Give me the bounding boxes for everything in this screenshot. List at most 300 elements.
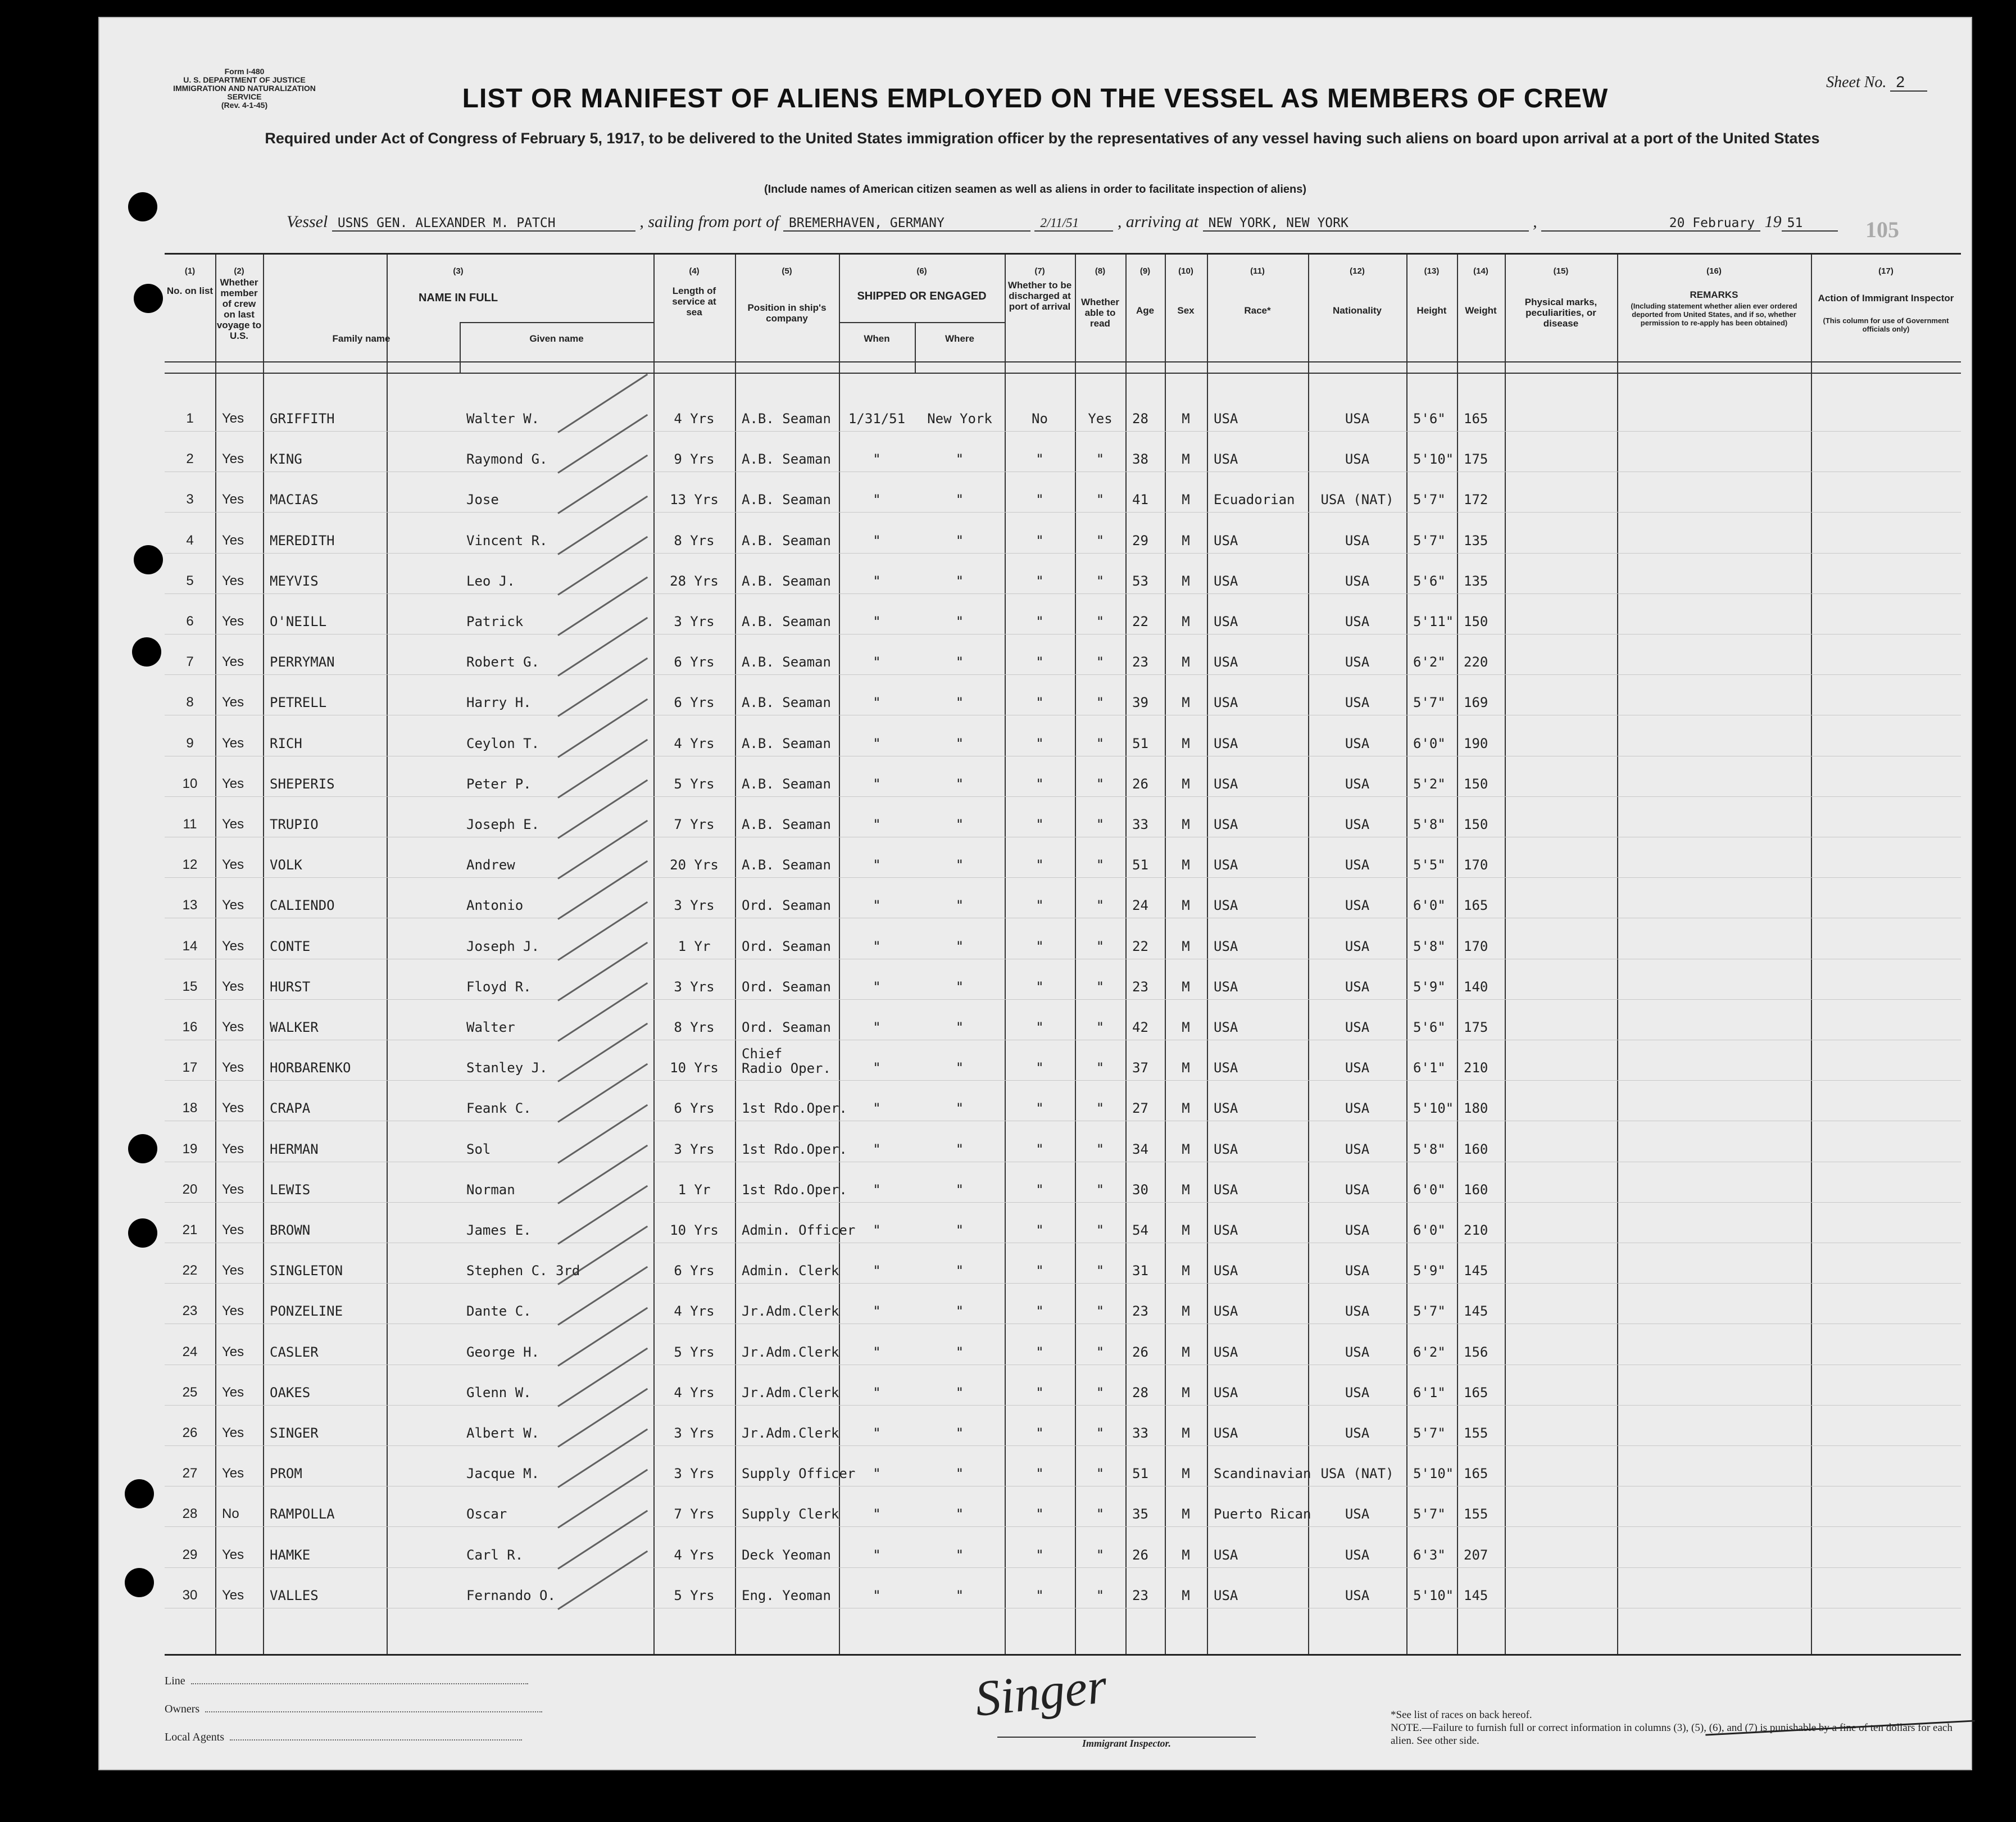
cell-service-length: 4 Yrs: [674, 1303, 715, 1320]
col6-number: (6): [916, 266, 927, 276]
table-row: [165, 934, 1961, 975]
col3-number: (3): [453, 266, 464, 276]
cell-family-name: KING: [270, 451, 302, 468]
cell-discharged: ": [1036, 1425, 1044, 1441]
col14-header: Weight: [1465, 305, 1497, 316]
cell-position: Ord. Seaman: [742, 1019, 831, 1035]
cell-given-name: Joseph J.: [466, 938, 540, 954]
cell-height: 5'7": [1413, 492, 1446, 508]
form-number: Form I-480: [224, 67, 265, 76]
table-row: [165, 1461, 1961, 1502]
cell-shipped-when: ": [873, 1303, 881, 1320]
cell-prev-voyage: Yes: [222, 695, 244, 710]
cell-age: 26: [1132, 1344, 1148, 1360]
table-row: [165, 569, 1961, 609]
agents-label: Local Agents: [165, 1731, 225, 1743]
cell-able-to-read: Yes: [1088, 411, 1113, 427]
cell-discharged: ": [1036, 735, 1044, 751]
cell-prev-voyage: Yes: [222, 938, 244, 954]
table-row: [165, 1543, 1961, 1583]
cell-service-length: 1 Yr: [678, 938, 711, 954]
cell-height: 5'11": [1413, 614, 1454, 629]
cell-prev-voyage: Yes: [222, 1303, 244, 1319]
cell-family-name: SINGLETON: [270, 1263, 343, 1279]
col9-number: (9): [1139, 266, 1151, 276]
cell-prev-voyage: Yes: [222, 1100, 244, 1116]
cell-row-number: 15: [182, 978, 198, 994]
punch-hole: [128, 1218, 157, 1248]
cell-weight: 172: [1464, 492, 1488, 508]
cell-discharged: ": [1036, 695, 1044, 711]
cell-given-name: Jose: [466, 492, 499, 508]
punch-hole: [128, 1134, 157, 1163]
cell-able-to-read: ": [1096, 1060, 1105, 1076]
cell-age: 26: [1132, 1547, 1148, 1563]
cell-service-length: 1 Yr: [678, 1181, 711, 1198]
cell-age: 37: [1132, 1060, 1148, 1076]
cell-service-length: 28 Yrs: [670, 573, 719, 589]
owners-field: [165, 1703, 542, 1716]
col17-subheader: (This column for use of Government officials only): [1823, 316, 1949, 333]
cell-height: 5'10": [1413, 451, 1454, 468]
cell-weight: 165: [1464, 1384, 1488, 1401]
cell-nationality: USA: [1345, 735, 1370, 751]
cell-age: 28: [1132, 1384, 1148, 1401]
cell-row-number: 8: [186, 695, 194, 710]
table-row: [165, 893, 1961, 933]
cell-shipped-where: ": [955, 1466, 964, 1482]
cell-prev-voyage: Yes: [222, 1181, 244, 1197]
cell-prev-voyage: Yes: [222, 978, 244, 994]
cell-given-name: Peter P.: [466, 776, 532, 792]
cell-prev-voyage: Yes: [222, 1141, 244, 1157]
cell-height: 6'0": [1413, 735, 1446, 751]
cell-discharged: ": [1036, 1303, 1044, 1320]
cell-position: Admin. Officer: [742, 1222, 856, 1238]
cell-nationality: USA: [1345, 1425, 1370, 1441]
cell-height: 5'5": [1413, 857, 1446, 873]
cell-age: 51: [1132, 735, 1148, 751]
cell-given-name: Norman: [466, 1181, 515, 1198]
cell-weight: 150: [1464, 776, 1488, 792]
cell-sex: M: [1182, 1141, 1190, 1157]
cell-discharged: ": [1036, 451, 1044, 468]
cell-weight: 170: [1464, 938, 1488, 954]
cell-row-number: 17: [182, 1060, 198, 1076]
cell-prev-voyage: Yes: [222, 573, 244, 588]
cell-shipped-when: ": [873, 532, 881, 549]
cell-height: 5'6": [1413, 411, 1446, 427]
col16-header: REMARKS: [1690, 289, 1738, 300]
cell-discharged: ": [1036, 938, 1044, 954]
cell-prev-voyage: Yes: [222, 1425, 244, 1440]
cell-able-to-read: ": [1096, 978, 1105, 995]
cell-given-name: Glenn W.: [466, 1384, 532, 1401]
cell-discharged: ": [1036, 1587, 1044, 1603]
cell-given-name: Jacque M.: [466, 1466, 540, 1482]
cell-shipped-when: ": [873, 1506, 881, 1522]
include-note: (Include names of American citizen seamen as well as aliens in order to facilitate inspection of aliens): [764, 183, 1307, 196]
cell-nationality: USA: [1345, 1100, 1370, 1117]
cell-sex: M: [1182, 614, 1190, 629]
col4-number: (4): [689, 266, 700, 276]
cell-race: Puerto Rican: [1214, 1506, 1311, 1522]
cell-sex: M: [1182, 654, 1190, 670]
cell-nationality: USA: [1345, 1587, 1370, 1603]
cell-row-number: 12: [182, 857, 198, 873]
cell-given-name: Carl R.: [466, 1547, 524, 1563]
cell-service-length: 20 Yrs: [670, 857, 719, 873]
cell-shipped-where: ": [955, 1100, 964, 1117]
line-input[interactable]: [191, 1683, 528, 1684]
cell-weight: 180: [1464, 1100, 1488, 1117]
cell-height: 5'2": [1413, 776, 1446, 792]
cell-sex: M: [1182, 776, 1190, 792]
cell-age: 38: [1132, 451, 1148, 468]
cell-row-number: 20: [182, 1181, 198, 1197]
cell-service-length: 4 Yrs: [674, 411, 715, 427]
cell-row-number: 7: [186, 654, 194, 670]
line-label: Line: [165, 1675, 185, 1687]
cell-shipped-when: ": [873, 1425, 881, 1441]
cell-age: 28: [1132, 411, 1148, 427]
cell-shipped-where: ": [955, 938, 964, 954]
cell-race: USA: [1214, 1587, 1238, 1603]
cell-service-length: 3 Yrs: [674, 1141, 715, 1157]
cell-height: 5'9": [1413, 978, 1446, 995]
cell-family-name: HERMAN: [270, 1141, 319, 1157]
cell-able-to-read: ": [1096, 735, 1105, 751]
cell-family-name: MACIAS: [270, 492, 319, 508]
cell-shipped-when: ": [873, 695, 881, 711]
vessel-label: Vessel: [287, 212, 328, 231]
arrival-year: 51: [1782, 216, 1838, 232]
cell-nationality: USA: [1345, 451, 1370, 468]
cell-race: USA: [1214, 735, 1238, 751]
cell-row-number: 1: [186, 411, 194, 426]
cell-weight: 145: [1464, 1263, 1488, 1279]
cell-shipped-where: ": [955, 573, 964, 589]
cell-race: Ecuadorian: [1214, 492, 1295, 508]
cell-nationality: USA: [1345, 1384, 1370, 1401]
cell-discharged: ": [1036, 1181, 1044, 1198]
cell-nationality: USA: [1345, 411, 1370, 427]
cell-height: 5'7": [1413, 695, 1446, 711]
cell-family-name: VOLK: [270, 857, 302, 873]
table-row: [165, 1046, 1961, 1096]
cell-position: A.B. Seaman: [742, 776, 831, 792]
cell-service-length: 3 Yrs: [674, 898, 715, 914]
cell-nationality: USA: [1345, 1060, 1370, 1076]
cell-discharged: ": [1036, 1466, 1044, 1482]
cell-weight: 175: [1464, 1019, 1488, 1035]
cell-shipped-where: ": [955, 898, 964, 914]
cell-prev-voyage: No: [222, 1506, 239, 1522]
cell-able-to-read: ": [1096, 1506, 1105, 1522]
cell-service-length: 9 Yrs: [674, 451, 715, 468]
cell-prev-voyage: Yes: [222, 1222, 244, 1238]
cell-family-name: PONZELINE: [270, 1303, 343, 1320]
cell-able-to-read: ": [1096, 1344, 1105, 1360]
cell-shipped-where: ": [955, 1222, 964, 1238]
cell-shipped-where: ": [955, 1425, 964, 1441]
col6-when-header: When: [864, 333, 890, 344]
sailing-port: BREMERHAVEN, GERMANY: [783, 216, 1030, 232]
table-row: [165, 650, 1961, 690]
arrival-port: NEW YORK, NEW YORK: [1203, 216, 1529, 232]
cell-family-name: BROWN: [270, 1222, 311, 1238]
cell-family-name: CASLER: [270, 1344, 319, 1360]
cell-position: A.B. Seaman: [742, 735, 831, 751]
cell-service-length: 10 Yrs: [670, 1060, 719, 1076]
sailing-label: , sailing from port of: [639, 212, 779, 231]
cell-shipped-where: ": [955, 614, 964, 629]
cell-age: 22: [1132, 614, 1148, 629]
cell-discharged: ": [1036, 1384, 1044, 1401]
table-row: [165, 731, 1961, 772]
form-revision: (Rev. 4-1-45): [221, 101, 268, 110]
cell-position: A.B. Seaman: [742, 532, 831, 549]
cell-given-name: Stanley J.: [466, 1060, 548, 1076]
cell-given-name: Patrick: [466, 614, 524, 629]
cell-able-to-read: ": [1096, 857, 1105, 873]
inspector-signature: Singer: [972, 1657, 1110, 1728]
cell-able-to-read: ": [1096, 776, 1105, 792]
cell-nationality: USA: [1345, 1263, 1370, 1279]
cell-height: 5'7": [1413, 1303, 1446, 1320]
penalty-note: NOTE.—Failure to furnish full or correct information in columns (3), (5), (6), and (7) is punishable by a fine of ten dollars for each alien. See other side.: [1391, 1722, 1953, 1747]
cell-race: USA: [1214, 573, 1238, 589]
cell-family-name: SINGER: [270, 1425, 319, 1441]
cell-shipped-when: ": [873, 1587, 881, 1603]
col17-header: Action of Immigrant Inspector: [1818, 293, 1954, 303]
department-name: U. S. DEPARTMENT OF JUSTICE: [183, 75, 306, 84]
cell-shipped-where: ": [955, 654, 964, 670]
cell-service-length: 6 Yrs: [674, 654, 715, 670]
cell-discharged: ": [1036, 1222, 1044, 1238]
agents-input[interactable]: [230, 1739, 522, 1741]
cell-shipped-when: ": [873, 451, 881, 468]
cell-prev-voyage: Yes: [222, 1344, 244, 1359]
cell-position: A.B. Seaman: [742, 857, 831, 873]
cell-service-length: 3 Yrs: [674, 1425, 715, 1441]
cell-family-name: VALLES: [270, 1587, 319, 1603]
cell-row-number: 9: [186, 735, 194, 751]
cell-nationality: USA: [1345, 898, 1370, 914]
cell-given-name: Walter W.: [466, 411, 540, 427]
cell-shipped-when: ": [873, 1222, 881, 1238]
cell-row-number: 19: [182, 1141, 198, 1157]
cell-race: USA: [1214, 1100, 1238, 1117]
col16-subheader: (Including statement whether alien ever ordered deported from United States, and if so, whether permission to re-apply has been obtained): [1631, 302, 1797, 327]
col10-header: Sex: [1177, 305, 1195, 316]
cell-prev-voyage: Yes: [222, 1384, 244, 1400]
cell-position: 1st Rdo.Oper.: [742, 1181, 847, 1198]
cell-given-name: Vincent R.: [466, 532, 548, 549]
cell-position: A.B. Seaman: [742, 451, 831, 468]
cell-discharged: ": [1036, 614, 1044, 629]
cell-age: 33: [1132, 1425, 1148, 1441]
cell-nationality: USA: [1345, 1344, 1370, 1360]
sheet-number-value: 2: [1890, 73, 1927, 92]
cell-prev-voyage: Yes: [222, 1019, 244, 1035]
cell-given-name: Oscar: [466, 1506, 507, 1522]
col10-number: (10): [1178, 266, 1193, 276]
cell-row-number: 18: [182, 1100, 198, 1116]
cell-height: 6'2": [1413, 654, 1446, 670]
cell-position: Ord. Seaman: [742, 978, 831, 995]
cell-sex: M: [1182, 1263, 1190, 1279]
cell-discharged: ": [1036, 1506, 1044, 1522]
cell-position: Supply Clerk: [742, 1506, 839, 1522]
cell-weight: 210: [1464, 1060, 1488, 1076]
cell-age: 30: [1132, 1181, 1148, 1198]
cell-shipped-when: ": [873, 1141, 881, 1157]
cell-age: 34: [1132, 1141, 1148, 1157]
cell-position: Jr.Adm.Clerk: [742, 1344, 839, 1360]
col6-where-header: Where: [945, 333, 974, 344]
cell-shipped-where: ": [955, 1060, 964, 1076]
inspector-label: Immigrant Inspector.: [997, 1737, 1256, 1750]
arrival-date: 20 February: [1541, 216, 1760, 232]
cell-row-number: 6: [186, 614, 194, 629]
cell-age: 42: [1132, 1019, 1148, 1035]
cell-nationality: USA: [1345, 1141, 1370, 1157]
cell-weight: 175: [1464, 451, 1488, 468]
cell-position: Supply Officer: [742, 1466, 856, 1482]
cell-race: USA: [1214, 1547, 1238, 1563]
cell-given-name: Raymond G.: [466, 451, 548, 468]
col11-header: Race*: [1244, 305, 1271, 316]
cell-race: USA: [1214, 1060, 1238, 1076]
cell-height: 6'0": [1413, 1181, 1446, 1198]
cell-age: 33: [1132, 817, 1148, 832]
table-row: [165, 1299, 1961, 1339]
cell-race: USA: [1214, 451, 1238, 468]
cell-shipped-when: ": [873, 735, 881, 751]
arriving-label: , arriving at: [1117, 212, 1199, 231]
cell-discharged: ": [1036, 1060, 1044, 1076]
cell-row-number: 21: [182, 1222, 198, 1238]
cell-family-name: HAMKE: [270, 1547, 311, 1563]
cell-row-number: 4: [186, 532, 194, 548]
table-row: [165, 1502, 1961, 1542]
cell-shipped-where: ": [955, 451, 964, 468]
cell-able-to-read: ": [1096, 1425, 1105, 1441]
cell-position: A.B. Seaman: [742, 817, 831, 832]
cell-weight: 160: [1464, 1181, 1488, 1198]
cell-shipped-when: ": [873, 857, 881, 873]
cell-height: 6'1": [1413, 1060, 1446, 1076]
cell-age: 23: [1132, 1587, 1148, 1603]
table-row: [165, 1177, 1961, 1218]
cell-weight: 165: [1464, 411, 1488, 427]
col15-number: (15): [1553, 266, 1569, 276]
cell-discharged: ": [1036, 654, 1044, 670]
cell-family-name: PERRYMAN: [270, 654, 335, 670]
cell-weight: 156: [1464, 1344, 1488, 1360]
cell-age: 51: [1132, 857, 1148, 873]
cell-able-to-read: ": [1096, 1263, 1105, 1279]
cell-race: USA: [1214, 654, 1238, 670]
cell-age: 27: [1132, 1100, 1148, 1117]
col11-number: (11): [1250, 266, 1265, 276]
cell-position: A.B. Seaman: [742, 695, 831, 711]
cell-given-name: Floyd R.: [466, 978, 532, 995]
cell-service-length: 4 Yrs: [674, 1547, 715, 1563]
col5-number: (5): [782, 266, 792, 276]
cell-nationality: USA: [1345, 1506, 1370, 1522]
cell-sex: M: [1182, 857, 1190, 873]
cell-able-to-read: ": [1096, 654, 1105, 670]
races-note: *See list of races on back hereof.: [1391, 1709, 1532, 1721]
col14-number: (14): [1473, 266, 1488, 276]
cell-race: USA: [1214, 614, 1238, 629]
cell-position: Ord. Seaman: [742, 938, 831, 954]
cell-race: USA: [1214, 695, 1238, 711]
cell-age: 29: [1132, 532, 1148, 549]
cell-sex: M: [1182, 735, 1190, 751]
cell-service-length: 5 Yrs: [674, 776, 715, 792]
cell-weight: 170: [1464, 857, 1488, 873]
cell-prev-voyage: Yes: [222, 1587, 244, 1603]
cell-given-name: Robert G.: [466, 654, 540, 670]
cell-nationality: USA (NAT): [1320, 1466, 1394, 1482]
cell-position: Admin. Clerk: [742, 1263, 839, 1279]
cell-row-number: 3: [186, 492, 194, 507]
cell-shipped-when: ": [873, 817, 881, 832]
table-row: [165, 975, 1961, 1015]
cell-able-to-read: ": [1096, 1587, 1105, 1603]
cell-prev-voyage: Yes: [222, 1466, 244, 1481]
cell-height: 5'7": [1413, 1506, 1446, 1522]
cell-sex: M: [1182, 1303, 1190, 1320]
cell-row-number: 23: [182, 1303, 198, 1319]
cell-height: 6'0": [1413, 1222, 1446, 1238]
cell-service-length: 10 Yrs: [670, 1222, 719, 1238]
cell-position: Deck Yeoman: [742, 1547, 831, 1563]
cell-discharged: ": [1036, 1344, 1044, 1360]
cell-family-name: PETRELL: [270, 695, 327, 711]
cell-age: 31: [1132, 1263, 1148, 1279]
cell-family-name: HORBARENKO: [270, 1060, 351, 1076]
cell-shipped-where: ": [955, 735, 964, 751]
cell-race: USA: [1214, 898, 1238, 914]
cell-height: 6'0": [1413, 898, 1446, 914]
owners-input[interactable]: [205, 1711, 542, 1712]
cell-service-length: 4 Yrs: [674, 735, 715, 751]
cell-prev-voyage: Yes: [222, 817, 244, 832]
cell-weight: 155: [1464, 1425, 1488, 1441]
cell-sex: M: [1182, 1222, 1190, 1238]
cell-shipped-when: ": [873, 938, 881, 954]
punch-hole: [134, 545, 163, 574]
cell-shipped-where: ": [955, 1547, 964, 1563]
cell-service-length: 8 Yrs: [674, 1019, 715, 1035]
cell-family-name: RICH: [270, 735, 302, 751]
crew-table: [165, 253, 1961, 1656]
cell-sex: M: [1182, 898, 1190, 914]
cell-race: Scandinavian: [1214, 1466, 1311, 1482]
cell-prev-voyage: Yes: [222, 735, 244, 751]
cell-sex: M: [1182, 1060, 1190, 1076]
cell-able-to-read: ": [1096, 1547, 1105, 1563]
line-field: [165, 1675, 528, 1688]
cell-age: 23: [1132, 1303, 1148, 1320]
voyage-line: Vessel USNS GEN. ALEXANDER M. PATCH , sailing from port of BREMERHAVEN, GERMANY 2/11/51 , arriving at NEW YORK, NEW YORK , 20 February 19 51: [287, 212, 1838, 232]
cell-shipped-when: ": [873, 1263, 881, 1279]
cell-shipped-where: ": [955, 695, 964, 711]
